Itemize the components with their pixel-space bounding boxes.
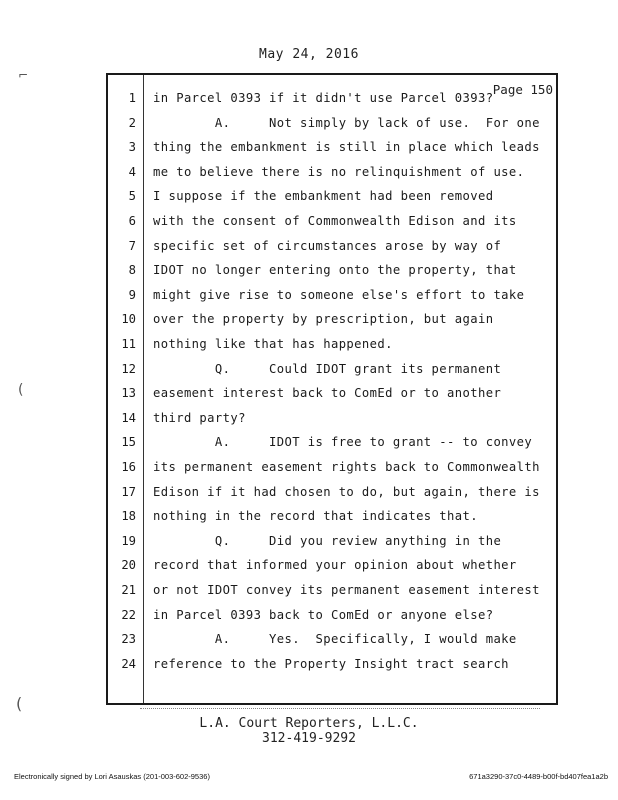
line-text: me to believe there is no relinquishment of use. bbox=[153, 164, 525, 179]
electronic-signature: Electronically signed by Lori Asauskas (201-003-602-9536) bbox=[14, 772, 210, 781]
line-text: Q. Did you review anything in the bbox=[153, 533, 502, 548]
line-number: 24 bbox=[121, 656, 136, 671]
line-number: 6 bbox=[128, 214, 136, 228]
line-number: 23 bbox=[121, 632, 136, 647]
transcript-line bbox=[110, 432, 550, 452]
line-number: 5 bbox=[128, 189, 136, 204]
transcript-line bbox=[110, 408, 550, 428]
line-number: 19 bbox=[121, 533, 136, 548]
transcript-line bbox=[110, 457, 550, 477]
transcript-line bbox=[110, 285, 550, 305]
line-text: nothing like that has happened. bbox=[153, 337, 393, 351]
line-number: 22 bbox=[121, 607, 136, 622]
line-number: 7 bbox=[128, 238, 136, 253]
line-text: A. Yes. Specifically, I would make bbox=[153, 632, 517, 647]
transcript-line bbox=[110, 580, 550, 600]
line-number: 15 bbox=[121, 435, 136, 450]
line-number: 13 bbox=[121, 386, 136, 401]
line-number: 1 bbox=[128, 91, 136, 105]
line-text: might give rise to someone else's effort to take bbox=[153, 287, 525, 302]
line-number: 21 bbox=[121, 583, 136, 597]
line-text: over the property by prescription, but again bbox=[153, 312, 494, 327]
reporter-phone: 312-419-9292 bbox=[262, 731, 356, 746]
line-number: 17 bbox=[121, 484, 136, 499]
transcript-line bbox=[110, 506, 550, 526]
page-number: Page 150 bbox=[492, 82, 553, 97]
line-text: reference to the Property Insight tract search bbox=[153, 656, 509, 671]
line-number: 12 bbox=[121, 361, 136, 376]
transcript-line bbox=[110, 654, 550, 674]
line-text: third party? bbox=[153, 410, 246, 425]
line-text: its permanent easement rights back to Commonwealth bbox=[153, 460, 540, 474]
reporter-name: L.A. Court Reporters, L.L.C. bbox=[199, 716, 419, 731]
transcript-line bbox=[110, 359, 550, 379]
line-text: IDOT no longer entering onto the property, that bbox=[153, 263, 517, 278]
line-text: Q. Could IDOT grant its permanent bbox=[153, 361, 502, 376]
transcript-line bbox=[110, 383, 550, 403]
transcript-line bbox=[110, 334, 550, 354]
line-text: Edison if it had chosen to do, but again, there is bbox=[153, 484, 540, 499]
line-text: nothing in the record that indicates that. bbox=[153, 509, 478, 524]
deposition-date: May 24, 2016 bbox=[259, 47, 359, 62]
line-number: 18 bbox=[121, 509, 136, 524]
line-text: easement interest back to ComEd or to another bbox=[153, 386, 502, 401]
line-text: thing the embankment is still in place which leads bbox=[153, 140, 540, 155]
line-text: or not IDOT convey its permanent easement interest bbox=[153, 583, 540, 597]
transcript-line bbox=[110, 186, 550, 206]
line-text: I suppose if the embankment had been removed bbox=[153, 189, 494, 204]
transcript-line bbox=[110, 162, 550, 182]
line-text: record that informed your opinion about whether bbox=[153, 558, 517, 573]
transcript-line bbox=[110, 211, 550, 231]
line-number: 10 bbox=[121, 312, 136, 327]
transcript-line bbox=[110, 236, 550, 256]
transcript-line bbox=[110, 555, 550, 575]
transcript-line bbox=[110, 482, 550, 502]
line-number: 16 bbox=[121, 460, 136, 474]
scan-mark-icon: ( bbox=[18, 382, 24, 398]
transcript-line bbox=[110, 629, 550, 649]
line-number: 8 bbox=[128, 263, 136, 278]
line-number: 4 bbox=[128, 164, 136, 179]
scan-mark-icon: ( bbox=[16, 694, 23, 713]
line-text: specific set of circumstances arose by way of bbox=[153, 238, 502, 253]
line-number: 2 bbox=[128, 115, 136, 130]
page-bottom-rule bbox=[140, 708, 540, 711]
line-number: 9 bbox=[128, 287, 136, 302]
reporter-footer bbox=[0, 716, 618, 746]
transcript-line bbox=[110, 260, 550, 280]
line-number: 11 bbox=[121, 337, 136, 351]
line-number: 14 bbox=[121, 410, 136, 425]
transcript-line bbox=[110, 309, 550, 329]
transcript-line bbox=[110, 88, 550, 108]
line-number: 20 bbox=[121, 558, 136, 573]
line-text: A. IDOT is free to grant -- to convey bbox=[153, 435, 533, 450]
line-number: 3 bbox=[128, 140, 136, 155]
line-text: A. Not simply by lack of use. For one bbox=[153, 115, 540, 130]
transcript-line bbox=[110, 113, 550, 133]
scan-mark-icon: ⌐ bbox=[18, 68, 29, 82]
transcript-line bbox=[110, 531, 550, 551]
transcript-line bbox=[110, 605, 550, 625]
line-text: in Parcel 0393 back to ComEd or anyone else? bbox=[153, 607, 494, 622]
line-text: with the consent of Commonwealth Edison and its bbox=[153, 214, 517, 228]
transcript-line bbox=[110, 137, 550, 157]
line-text: in Parcel 0393 if it didn't use Parcel 0393? bbox=[153, 91, 494, 105]
document-id: 671a3290-37c0-4489-b00f-bd407fea1a2b bbox=[469, 772, 608, 781]
